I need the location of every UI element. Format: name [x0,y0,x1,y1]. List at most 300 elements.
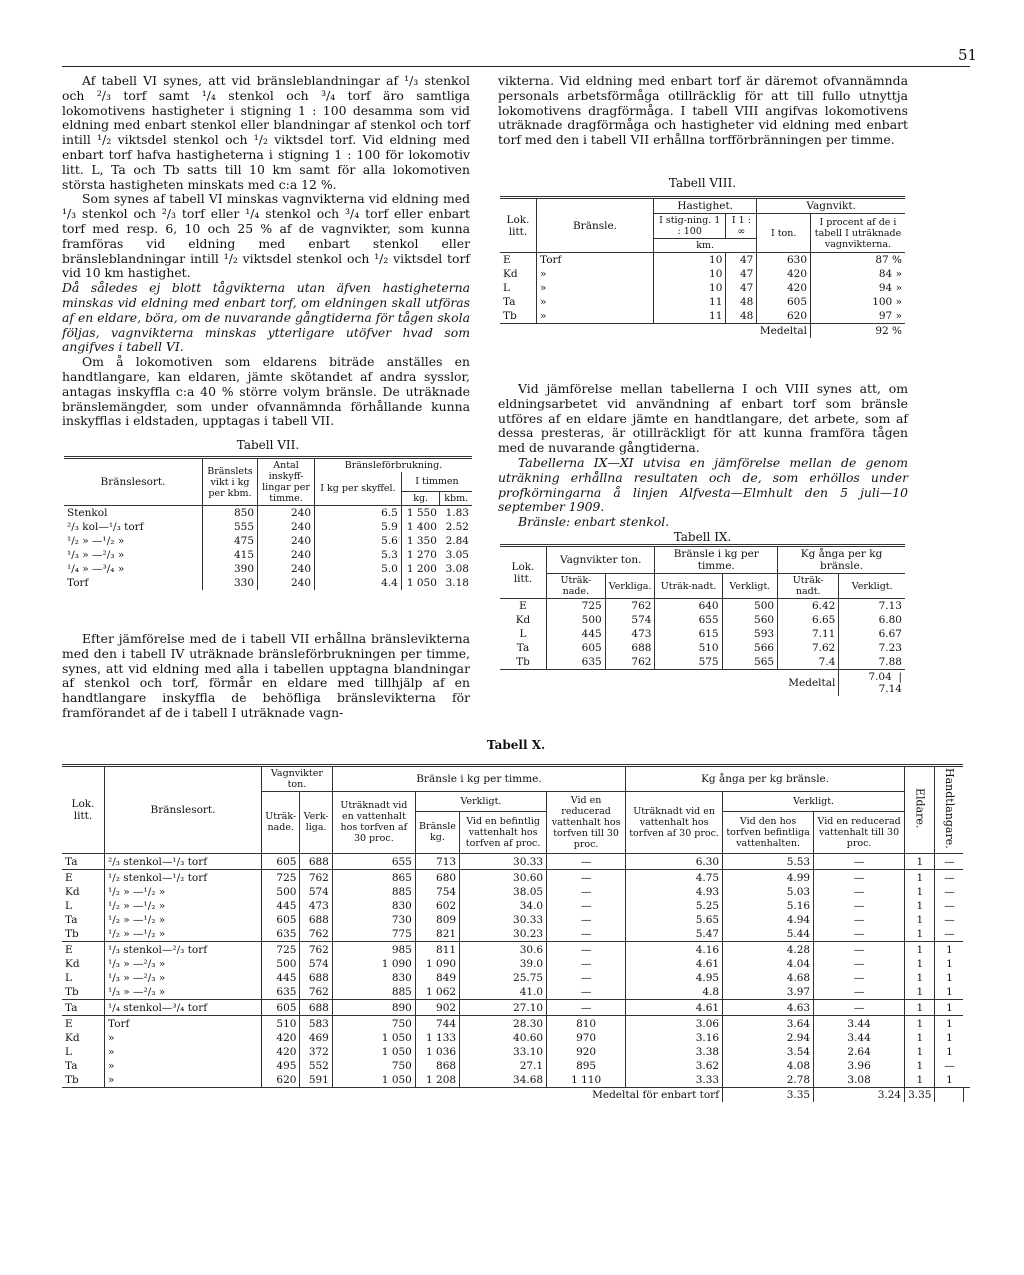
table-cell: 3.16 [626,1031,723,1045]
table-cell: 48 [726,309,757,324]
table-cell: 3.18 [445,577,469,589]
table-cell: 4.61 [626,957,723,971]
table-cell: ²/₃ stenkol—¹/₃ torf [105,853,262,869]
table-cell: 1 270 [401,548,440,562]
table-cell: Tb [516,656,530,668]
table-row [62,971,970,985]
table-cell: ²/₃ kol—¹/₃ torf [67,521,144,533]
table-cell: 4.61 [626,999,723,1015]
table-cell: 30.23 [460,927,547,942]
table-cell: 620 [757,309,811,324]
table-cell: 762 [300,941,332,957]
table-cell: 28.30 [460,1015,547,1031]
table-row [500,309,905,324]
table9-caption: Tabell IX. [673,530,732,544]
table-cell: — [814,941,905,957]
t9-h-anga: Kg ånga per kg bränsle. [778,546,905,574]
table-cell: 1 550 [401,506,440,521]
table-cell: 240 [258,520,315,534]
table-cell: 762 [300,869,332,885]
table-cell: ¹/₂ » —¹/₂ » [105,927,262,942]
table-cell: Tb [503,310,517,322]
table-cell: 473 [605,627,655,641]
table-cell: — [935,899,964,913]
t10-h-verk: Verk-liga. [300,792,332,854]
table-cell: 3.97 [723,985,814,1000]
t9-h-utrak3: Uträk-nadt. [778,574,839,599]
table-cell: 47 [726,253,757,268]
table-cell: 6.30 [626,853,723,869]
table-cell: 775 [332,927,415,942]
table-cell: 30.33 [460,913,547,927]
table-cell: 688 [605,641,655,655]
t7-h-vikt: Bränslets vikt i kg per kbm. [203,458,258,506]
table-cell: 11 [654,295,726,309]
table-cell: — [814,927,905,942]
table-cell: L [65,899,72,912]
table-cell: 885 [332,885,415,899]
paragraph: Af tabell VI synes, att vid bränsleblandningar af ¹/₃ stenkol och ²/₃ torf samt ¹/₄ stenkol och ³/₄ torf äro samtliga lokomotivens hastigheter i stigning 1 : 100 desamma som vid eldning med enbart stenkol eller blandningar af stenkol och torf intill ¹/₂ viktsdel stenkol och ¹/₂ viktsdel torf. Vid eldning med enbart torf hafva hastigheterna i stigning 1 : 100 för lokomotiv litt. L, Ta och Tb satts till 10 km samt för alla lokomotiven största hastigheten minskats med c:a 12 %. [62,73,470,192]
table-cell: 744 [415,1015,459,1031]
table-row [62,1073,970,1088]
table-cell: — [547,941,626,957]
t7-h-kgskyffel: I kg per skyffel. [315,472,402,506]
table-row [500,627,905,641]
t10-h-utr-vatten: Uträknadt vid en vattenhalt hos torfven af 30 proc. [332,792,415,854]
table-cell: — [814,869,905,885]
table-cell: 1 [905,913,935,927]
table-cell: 552 [300,1059,332,1073]
table-cell: 510 [262,1015,300,1031]
table-cell: — [935,869,964,885]
paragraph-italic: Då således ej blott tågvikterna utan äfven hastigheterna minskas vid eldning med enbart torf, om eldningen skall utföras af en eldare, böra, om de nuvarande gångtiderna för tågen skola följas, vagnvikterna minskas ytterligare utöfver hvad som angifves i tabell VI. [62,280,470,355]
table-cell: 750 [332,1015,415,1031]
t8-mean-value: 92 % [811,324,906,339]
table-row [62,985,970,1000]
table-cell: » [537,267,654,281]
table-cell: 1 208 [415,1073,459,1088]
table-cell: 811 [415,941,459,957]
table-cell: 1 [905,927,935,942]
table-cell: 30.33 [460,853,547,869]
table-cell: 7.11 [778,627,839,641]
table-cell: ¹/₄ » —³/₄ » [67,563,125,575]
t10-h-reducerad2: Vid en reducerad vattenhalt till 30 proc. [814,811,905,853]
table-cell: 3.44 [814,1031,905,1045]
paragraph: vikterna. Vid eldning med enbart torf är däremot ofvannämnda personals arbetsförmåga otillräcklig för att till fullo utnyttja lokomotivens dragförmåga. I tabell VIII angifvas lokomotivens uträknade dragförmåga och hastigheter vid eldning med enbart torf med den i tabell VII erhållna torfförbränningen per timme. [498,73,908,148]
table-cell: 635 [262,927,300,942]
t10-h-eldare: Eldare. [913,788,927,829]
table-cell: 97 » [811,309,906,324]
table-cell: 902 [415,999,459,1015]
table-cell: 500 [547,613,606,627]
table-cell: 1 400 [401,520,440,534]
table-cell: 2.78 [723,1073,814,1088]
table-cell: 1 090 [332,957,415,971]
table-cell: 25.75 [460,971,547,985]
table-cell: 372 [300,1045,332,1059]
table-cell: 445 [547,627,606,641]
table-cell: 4.63 [723,999,814,1015]
table-cell: 27.1 [460,1059,547,1073]
table-cell: 2.84 [445,535,469,547]
table-cell: 7.13 [839,599,905,614]
table-cell: 27.10 [460,999,547,1015]
table-cell: — [935,913,964,927]
table-cell: 1 [935,941,964,957]
table-cell: 1 050 [332,1031,415,1045]
table-cell: 1 050 [401,576,440,590]
table-row [62,885,970,899]
table-cell: 4.75 [626,869,723,885]
table-cell: 38.05 [460,885,547,899]
table-cell: 469 [300,1031,332,1045]
table-cell: 1.83 [440,506,472,521]
table-cell: 3.08 [814,1073,905,1088]
paragraph: Vid jämförelse mellan tabellerna I och VIII synes att, om eldningsarbetet vid användning af enbart torf som bränsle utföres af en eldare jämte en handtlangare, det arbete, som af dessa presteras, är otillräckligt för att kunna framföra tågen med de nuvarande gångtiderna. [498,381,908,456]
paragraph: Om å lokomotiven som eldarens biträde anställes en handtlangare, kan eldaren, jämte skötandet af andra sysslor, antagas inskyffla c:a 40 % större volym bränsle. De uträknade bränslemängder, som under ofvannämnda förhållande kunna inskyfflas i eldstaden, upptagas i tabell VII. [62,354,470,429]
table-cell: 420 [757,281,811,295]
table-cell: 5.44 [723,927,814,942]
table-cell: 240 [258,548,315,562]
table-cell: — [814,899,905,913]
t10-h-befintlig: Vid en befintlig vattenhalt hos torfven af proc. [460,811,547,853]
table-row [62,869,970,885]
table-cell: 1 [935,1045,964,1059]
table-cell: 1 [905,1045,935,1059]
table-cell: ¹/₂ » —¹/₂ » [105,885,262,899]
table-row [62,957,970,971]
table9: Lok. litt. Vagnvikter ton. Bränsle i kg per timme. Kg ånga per kg bränsle. Uträk-nade. Verkliga. Uträk-nadt. Verkligt. Uträk-nadt. Verkligt. E 725 762 640 500 6.42 7.13 Kd 500 574 655 560 6.65 6.80 L 445 473 615 593 7.11 6.67 Ta 605 688 510 566 7.62 7.23 Tb 635 762 575 565 7.4 7.88 Medeltal 7.04 | 7.14 [500,544,905,696]
table7 [64,456,472,590]
t9-h-utrak2: Uträk-nadt. [655,574,722,599]
table-cell: 635 [547,655,606,670]
table-cell: 48 [726,295,757,309]
table-cell: 574 [300,885,332,899]
table-cell: Ta [65,1059,78,1072]
table-cell: 750 [332,1059,415,1073]
table-cell: 1 350 [401,534,440,548]
table-cell: 868 [415,1059,459,1073]
table-cell: 3.38 [626,1045,723,1059]
t10-h-handt: Handtlangare. [942,768,956,849]
table-cell: 985 [332,941,415,957]
table7-caption: Tabell VII. [236,438,300,452]
table-cell: ¹/₃ » —²/₃ » [67,549,125,561]
table-cell: 1 [905,885,935,899]
table-cell: 473 [300,899,332,913]
table-row [62,853,970,869]
table-cell: E [519,600,527,612]
table-row [62,941,970,957]
table-cell: 895 [547,1059,626,1073]
table-cell: 84 » [811,267,906,281]
table-cell: 1 [935,1015,964,1031]
table-cell: 5.16 [723,899,814,913]
table-cell: 762 [300,927,332,942]
table-row [62,1015,970,1031]
table-cell: 655 [332,853,415,869]
table-cell: Kd [65,957,80,970]
table-cell: E [503,254,511,266]
table-cell: 10 [654,281,726,295]
table-cell: — [814,913,905,927]
table-cell: 1 050 [332,1045,415,1059]
table-cell: ¹/₃ » —²/₃ » [105,971,262,985]
table-cell: 7.4 [778,655,839,670]
table-cell: Kd [65,885,80,898]
table-cell: 1 110 [547,1073,626,1088]
table-cell: 40.60 [460,1031,547,1045]
table-cell: 4.8 [626,985,723,1000]
table-row [500,655,905,670]
right-column-continued [498,382,908,530]
table-cell: 6.67 [839,627,905,641]
table-cell: 602 [415,899,459,913]
t8-h-km: km. [654,239,757,253]
table-cell: 240 [258,576,315,590]
table-cell: 1 [935,971,964,985]
table-cell: Ta [62,853,105,869]
table-cell: ¹/₃ » —²/₃ » [105,957,262,971]
table-cell: 583 [300,1015,332,1031]
table-cell: E [62,941,105,957]
table7-body [64,506,472,591]
t7-h-kbm: kbm. [440,492,472,506]
table-cell: 620 [262,1073,300,1088]
t10-h-verkligt2: Verkligt. [723,792,905,812]
table-cell: 420 [757,267,811,281]
table-cell: 605 [547,641,606,655]
table-cell: 605 [757,295,811,309]
table-cell: 11 [654,309,726,324]
table-cell: » [537,295,654,309]
table-cell: ¹/₃ stenkol—²/₃ torf [105,941,262,957]
table-cell: 5.25 [626,899,723,913]
table-cell: 1 [905,999,935,1015]
table-row [500,613,905,627]
table-cell: 6.5 [315,506,402,521]
table-cell: 615 [655,627,722,641]
table-cell: Stenkol [64,506,203,521]
table-cell: 809 [415,913,459,927]
table-cell: 713 [415,853,459,869]
table-cell: 4.08 [723,1059,814,1073]
table-cell: 635 [262,985,300,1000]
t9-h-verk2: Verkligt. [722,574,777,599]
table9-body [500,599,905,670]
table-row [500,641,905,655]
table-cell: 30.6 [460,941,547,957]
table-cell: 4.94 [723,913,814,927]
table-cell: 1 [905,899,935,913]
table-cell: Torf [105,1015,262,1031]
table-cell: 39.0 [460,957,547,971]
table-cell: — [814,985,905,1000]
table-cell: 640 [655,599,722,614]
table-cell: 762 [605,599,655,614]
table-cell: 4.68 [723,971,814,985]
table-cell: 885 [332,985,415,1000]
table-cell: — [547,985,626,1000]
table-cell: 100 » [811,295,906,309]
table-cell: 240 [258,534,315,548]
table-cell: 830 [332,899,415,913]
t10-h-reducerad: Vid en reducerad vattenhalt hos torfven till 30 proc. [547,792,626,854]
table-cell: 1 [905,1073,935,1088]
table-cell: Tb [65,985,79,998]
table-cell: 1 133 [415,1031,459,1045]
table-cell: — [547,999,626,1015]
t8-h-plan: I 1 : ∞ [726,214,757,239]
table-cell: ¹/₂ » —¹/₂ » [105,913,262,927]
table-cell: 1 [935,1073,964,1088]
table8-caption: Tabell VIII. [668,176,737,190]
t10-h-sort: Bränslesort. [105,766,262,854]
table-cell: — [547,971,626,985]
table-cell: Ta [516,642,530,654]
table-cell: Tb [65,1073,79,1086]
table-cell: 5.0 [315,562,402,576]
table-cell: 849 [415,971,459,985]
table-cell: 445 [262,971,300,985]
table-cell: ¹/₄ stenkol—³/₄ torf [105,999,262,1015]
table-cell: 3.05 [445,549,469,561]
table-cell: E [62,1015,105,1031]
table-cell: 510 [655,641,722,655]
table-cell: 7.23 [839,641,905,655]
table-cell: ¹/₂ » —¹/₂ » [67,535,125,547]
table-row [62,999,970,1015]
table-cell: 445 [262,899,300,913]
table8 [500,196,905,338]
table-cell: — [547,885,626,899]
table-cell: 5.53 [723,853,814,869]
table-cell: 500 [262,957,300,971]
table-cell: 560 [722,613,777,627]
table-cell: 34.0 [460,899,547,913]
table-cell: » [105,1073,262,1088]
table-cell: » [105,1045,262,1059]
table-cell: 1 050 [332,1073,415,1088]
table-cell: 890 [332,999,415,1015]
table-cell: — [547,869,626,885]
table-cell: » [105,1059,262,1073]
table-cell: 4.16 [626,941,723,957]
table-cell: 4.4 [315,576,402,590]
right-column [498,74,908,148]
table-cell: 688 [300,913,332,927]
table-cell: 555 [203,520,258,534]
table-cell: 5.3 [315,548,402,562]
table-cell: 415 [203,548,258,562]
table-cell: 865 [332,869,415,885]
left-column-continued [62,632,470,721]
table-cell: 725 [262,941,300,957]
table-cell: 2.52 [445,521,469,533]
table-cell: Ta [503,296,516,308]
table-cell: 762 [605,655,655,670]
table-cell: 725 [547,599,606,614]
table-cell: 240 [258,506,315,521]
table-row [500,267,905,281]
table-cell: 10 [654,267,726,281]
table-cell: 5.9 [315,520,402,534]
table-cell: 630 [757,253,811,268]
table-cell: 575 [655,655,722,670]
table-cell: 565 [722,655,777,670]
table-cell: Ta [62,999,105,1015]
table-cell: 821 [415,927,459,942]
table-cell: 1 [905,971,935,985]
table-cell: Torf [67,577,89,589]
table-cell: 30.60 [460,869,547,885]
table-cell: — [814,853,905,869]
table-row [64,562,472,576]
table-cell: 33.10 [460,1045,547,1059]
table-cell: 725 [262,869,300,885]
table-cell: — [547,853,626,869]
table-cell: 3.08 [445,563,469,575]
table-cell: — [547,913,626,927]
table-row [62,1031,970,1045]
table-cell: 593 [722,627,777,641]
table-cell: — [814,999,905,1015]
table-cell: — [935,927,964,942]
table-cell: Ta [65,913,78,926]
t8-mean-label: Medeltal [757,324,811,339]
t7-h-kg: kg. [401,492,440,506]
t9-h-bransle: Bränsle i kg per timme. [655,546,778,574]
table-cell: Kd [65,1031,80,1044]
table-row [64,506,472,521]
table-cell: L [519,628,527,640]
table-cell: L [65,971,72,984]
table-cell: 591 [300,1073,332,1088]
table-cell: E [62,869,105,885]
t10-h-befintliga: Vid den hos torfven befintliga vattenhalten. [723,811,814,853]
table-cell: 970 [547,1031,626,1045]
table-cell: 4.95 [626,971,723,985]
table-cell: 3.06 [626,1015,723,1031]
table-cell: 655 [655,613,722,627]
table-cell: 390 [203,562,258,576]
table-cell: 475 [203,534,258,548]
table-cell: Torf [537,253,654,268]
table-cell: 1 [905,1031,935,1045]
table-row [500,253,905,268]
table-row [500,295,905,309]
t9-h-verk3: Verkligt. [839,574,905,599]
table-cell: 605 [262,853,300,869]
table-cell: L [65,1045,72,1058]
table-cell: 1 [905,869,935,885]
table-cell: 4.93 [626,885,723,899]
t9-h-utrak: Uträk-nade. [547,574,606,599]
table-cell: 500 [722,599,777,614]
t10-mean-3: 3.35 [905,1087,935,1102]
table-cell: ¹/₂ stenkol—¹/₂ torf [105,869,262,885]
table-cell: 5.47 [626,927,723,942]
table-cell: L [503,282,510,294]
table-cell: 94 » [811,281,906,295]
table-row [64,548,472,562]
t9-mean-1: 7.04 [868,671,892,683]
table-row [500,281,905,295]
table-cell: 3.33 [626,1073,723,1088]
table-cell: 3.54 [723,1045,814,1059]
table-cell: 3.44 [814,1015,905,1031]
